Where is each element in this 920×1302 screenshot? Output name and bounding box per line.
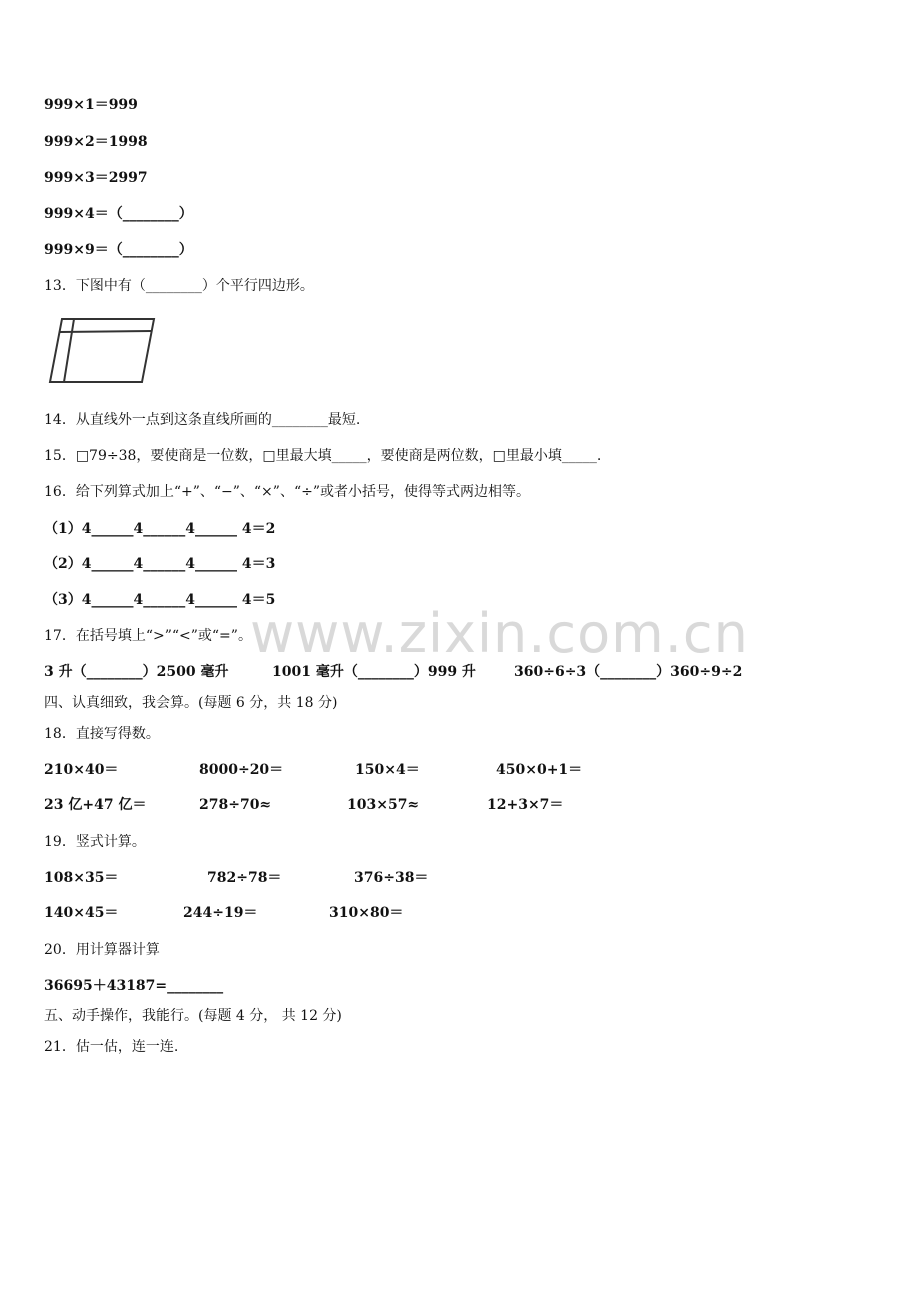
question-13: 13．下图中有（________）个平行四边形。 xyxy=(44,278,314,294)
question-16-item-3: （3）4______4______4______ 4＝5 xyxy=(44,592,276,608)
question-17-stem: 17．在括号填上“>”“<”或“=”。 xyxy=(44,628,252,644)
q17-item-1: 3 升（________）2500 毫升 xyxy=(44,664,229,680)
q19-r1-c1: 108×35＝ xyxy=(44,870,119,886)
q19-r2-c2: 244÷19＝ xyxy=(183,905,258,921)
q12-line-1: 999×1＝999 xyxy=(44,97,138,113)
q18-r2-c4: 12+3×7＝ xyxy=(487,797,564,813)
question-20-expression: 36695＋43187=________ xyxy=(44,978,224,994)
parallelogram-figure xyxy=(46,314,161,386)
q12-line-3: 999×3＝2997 xyxy=(44,170,148,186)
q18-r1-c1: 210×40＝ xyxy=(44,762,119,778)
question-20-stem: 20．用计算器计算 xyxy=(44,942,160,958)
q18-r2-c1: 23 亿+47 亿＝ xyxy=(44,797,147,813)
section-5-heading: 五、动手操作，我能行。(每题 4 分， 共 12 分) xyxy=(44,1008,342,1024)
q18-r1-c3: 150×4＝ xyxy=(355,762,420,778)
question-18-stem: 18．直接写得数。 xyxy=(44,726,160,742)
q19-r2-c1: 140×45＝ xyxy=(44,905,119,921)
question-19-stem: 19．竖式计算。 xyxy=(44,834,146,850)
watermark: www.zixin.com.cn xyxy=(250,602,749,665)
question-16-item-2: （2）4______4______4______ 4＝3 xyxy=(44,556,276,572)
question-21: 21．估一估，连一连. xyxy=(44,1039,179,1055)
q19-r1-c2: 782÷78＝ xyxy=(207,870,282,886)
q12-line-2: 999×2＝1998 xyxy=(44,134,148,150)
q17-item-2: 1001 毫升（________）999 升 xyxy=(272,664,476,680)
q18-r1-c2: 8000÷20＝ xyxy=(199,762,284,778)
q12-line-5: 999×9＝（________） xyxy=(44,242,193,258)
q12-line-4: 999×4＝（________） xyxy=(44,206,193,222)
q19-r2-c3: 310×80＝ xyxy=(329,905,404,921)
q18-r2-c2: 278÷70≈ xyxy=(199,797,272,813)
question-16-item-1: （1）4______4______4______ 4＝2 xyxy=(44,521,276,537)
question-16-stem: 16．给下列算式加上“+”、“−”、“×”、“÷”或者小括号，使得等式两边相等。 xyxy=(44,484,530,500)
question-14: 14．从直线外一点到这条直线所画的________最短. xyxy=(44,412,361,428)
q18-r2-c3: 103×57≈ xyxy=(347,797,420,813)
section-4-heading: 四、认真细致，我会算。(每题 6 分，共 18 分) xyxy=(44,695,338,711)
question-15: 15．□79÷38，要使商是一位数，□里最大填_____，要使商是两位数，□里最小填_____. xyxy=(44,448,602,464)
q18-r1-c4: 450×0+1＝ xyxy=(496,762,583,778)
q19-r1-c3: 376÷38＝ xyxy=(354,870,429,886)
q17-item-3: 360÷6÷3（________）360÷9÷2 xyxy=(514,664,743,680)
